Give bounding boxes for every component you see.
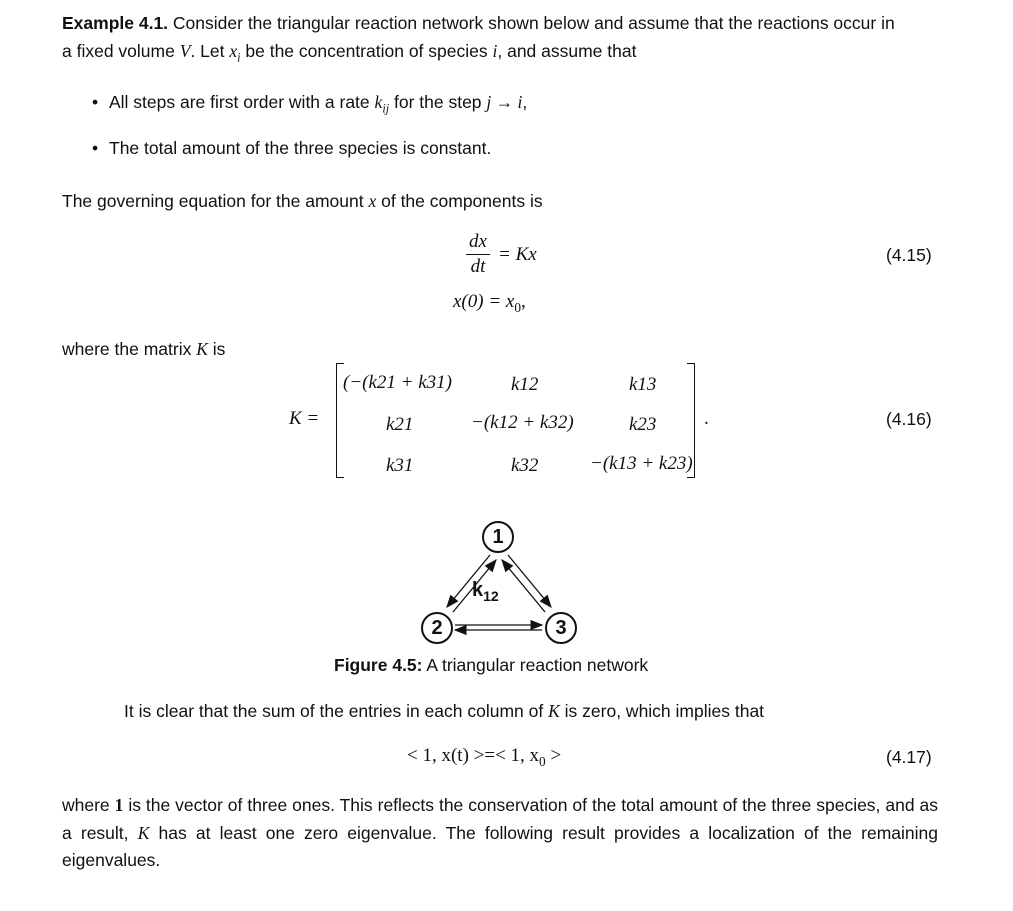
node-2: 2 (421, 612, 453, 644)
example-label: Example 4.1. (62, 13, 169, 33)
bullet-text-2: The total amount of the three species is constant. (109, 138, 492, 158)
eq-4-17-sub: 0 (539, 753, 546, 769)
eq-4-17-end: > (545, 745, 562, 766)
governing-b: of the components is (376, 191, 543, 211)
edge-label-sub: 12 (483, 588, 499, 604)
var-K-2: K (548, 701, 560, 721)
edge-label-k: k (472, 579, 484, 601)
sum-a: It is clear that the sum of the entries in each column of (124, 701, 549, 721)
ic-end: , (521, 291, 526, 312)
var-x-2: x (368, 191, 377, 211)
closing-paragraph (62, 792, 938, 875)
var-i: i (492, 40, 498, 61)
matrix-trailing: . (704, 408, 709, 429)
example-text-4: be the concentration of species (240, 40, 493, 61)
bullet-1-b: for the step (389, 92, 487, 112)
node-1: 1 (482, 521, 514, 553)
sum-paragraph (124, 701, 764, 722)
closing-a: where (62, 795, 115, 815)
var-x: x (229, 40, 238, 61)
where-b: is (207, 339, 226, 359)
ic-sub: 0 (514, 299, 521, 315)
sum-b: is zero, which implies that (559, 701, 765, 721)
example-text-1: Consider the triangular reaction network shown below and assume that the reactions occur in (172, 13, 895, 33)
step-arrow: j → i (486, 92, 523, 112)
bullet-icon: • (92, 92, 99, 112)
var-K-3: K (137, 822, 150, 843)
eq-number-4-17: (4.17) (886, 747, 932, 767)
example-text-3: . Let (190, 40, 230, 61)
bullet-item (92, 138, 98, 159)
matrix-cell: k13 (629, 374, 657, 395)
where-a: where the matrix (62, 339, 197, 359)
edge-3-to-1 (502, 560, 545, 612)
caption-label: Figure 4.5: (334, 655, 423, 675)
edge-1-to-3 (508, 555, 551, 607)
eq-4-17-formula: < 1, x(t) >=< 1, x (407, 745, 540, 766)
frac-den: dt (470, 256, 486, 277)
eq-4-15-rhs: = Kx (498, 244, 537, 265)
frac-num: dx (469, 231, 487, 252)
closing-c: has at least one zero eigenvalue. The following result provides a localization of the remaining eigenvalues. (62, 822, 938, 870)
matrix-cell: k32 (511, 455, 539, 476)
var-i-sub: i (237, 50, 241, 64)
matrix-cell: k23 (629, 414, 657, 435)
eq-4-15-ic (453, 291, 526, 316)
var-K: K (196, 339, 208, 359)
governing-text (62, 191, 543, 212)
var-k: k (374, 92, 383, 112)
bullet-icon: • (92, 138, 99, 158)
closing-b: is the vector of three ones. This reflects the conservation of the total amount of the three species, and as a result, (62, 795, 938, 843)
example-text-2: a fixed volume (62, 40, 180, 61)
caption-text: A triangular reaction network (422, 655, 649, 675)
bold-one: 1 (114, 795, 124, 815)
matrix-cell: (−(k21 + k31) (343, 372, 452, 393)
figure-caption (334, 655, 648, 676)
bullet-text-1 (109, 92, 527, 117)
where-matrix-text (62, 339, 225, 360)
matrix-cell: −(k13 + k23) (590, 453, 693, 474)
bullet-1-c: , (522, 92, 528, 112)
matrix-cell: k12 (511, 374, 539, 395)
frac-bar (466, 254, 490, 255)
bullet-item (92, 92, 98, 113)
var-V: V (179, 40, 191, 61)
example-paragraph (62, 10, 938, 72)
matrix-cell: k31 (386, 455, 414, 476)
matrix-cell: k21 (386, 414, 414, 435)
eq-number-4-16: (4.16) (886, 409, 932, 429)
matrix-cell: −(k12 + k32) (471, 412, 574, 433)
eq-number-4-15: (4.15) (886, 245, 932, 265)
example-text-5: , and assume that (497, 40, 637, 61)
eq-4-15-fraction (466, 232, 490, 277)
eq-4-17 (407, 745, 561, 770)
bullet-1-a: All steps are first order with a rate (109, 92, 375, 112)
matrix-lhs: K = (289, 408, 320, 429)
edge-label-k12 (472, 579, 499, 604)
ic-text: x(0) = x (453, 291, 515, 312)
governing-a: The governing equation for the amount (62, 191, 369, 211)
node-3: 3 (545, 612, 577, 644)
var-ij: ij (382, 101, 390, 116)
